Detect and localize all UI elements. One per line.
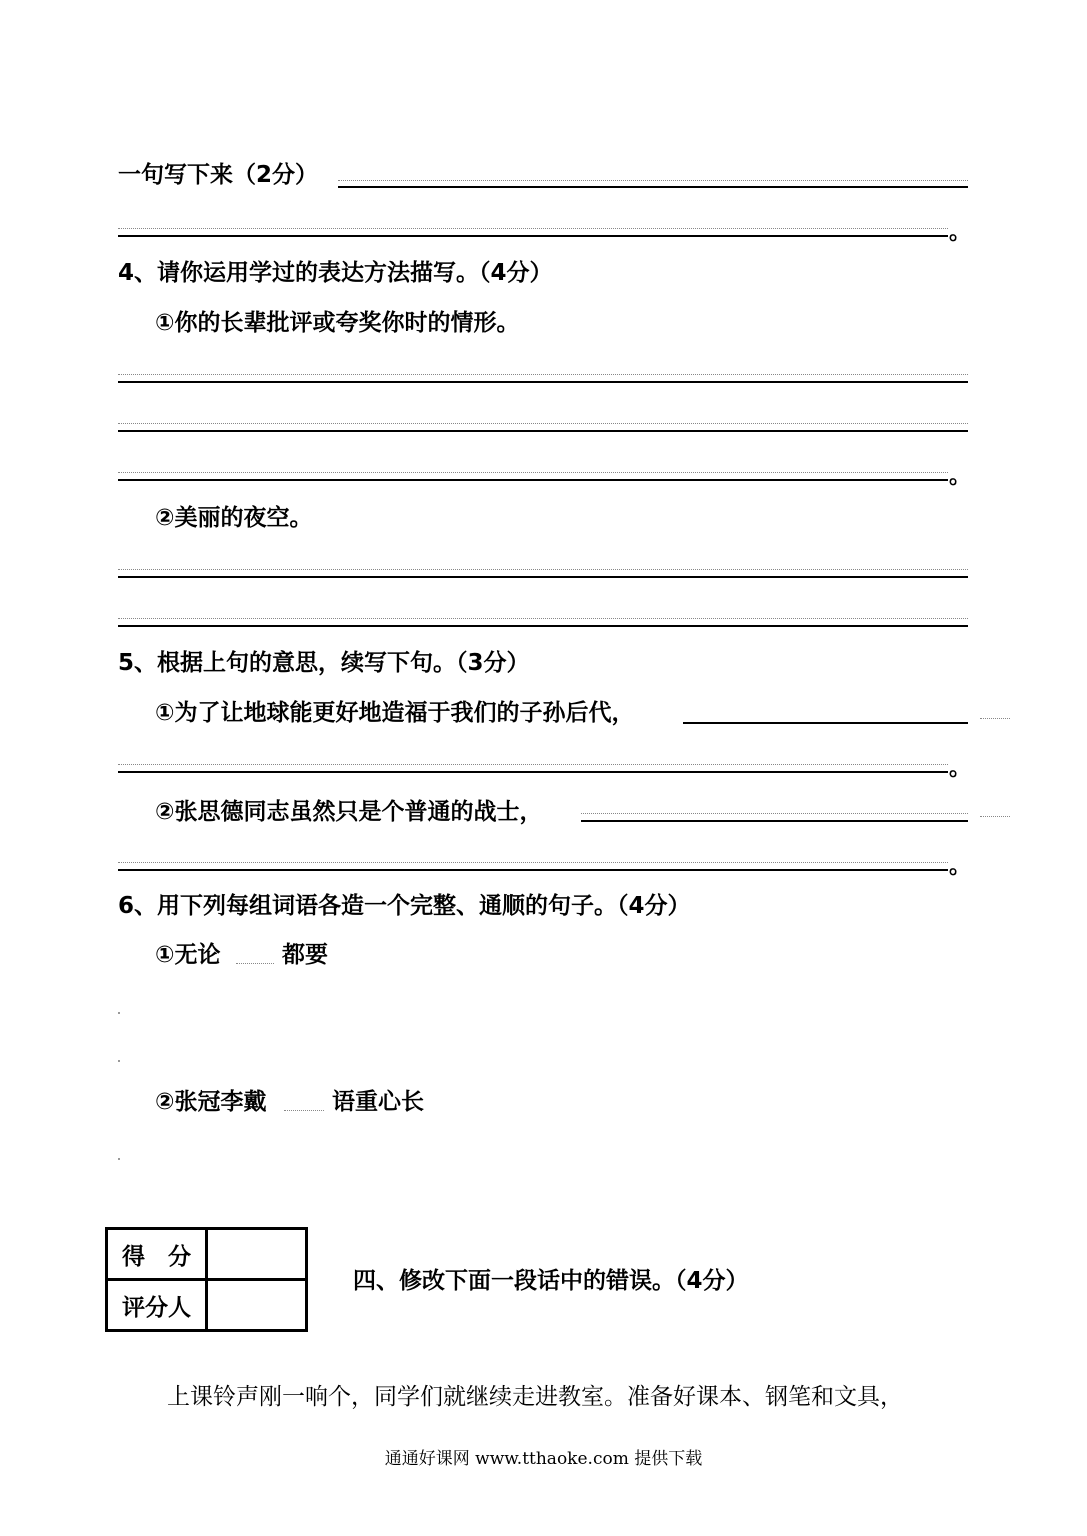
answer-line[interactable] [581, 820, 968, 822]
answer-line[interactable] [338, 186, 968, 188]
q6-item2-word2: 语重心长 [332, 1089, 424, 1115]
answer-line-dots [118, 569, 968, 570]
page-footer: 通通好课网 www.tthaoke.com 提供下载 [384, 1449, 703, 1469]
stray-dot [118, 1158, 120, 1160]
answer-line[interactable] [118, 381, 968, 383]
q4-heading: 4、请你运用学过的表达方法描写。（4分） [118, 260, 553, 286]
answer-line-dots [118, 618, 968, 619]
end-mark: 。 [949, 854, 972, 879]
q6-item1-word2: 都要 [282, 942, 328, 968]
answer-line[interactable] [118, 430, 968, 432]
q6-heading: 6、用下列每组词语各造一个完整、通顺的句子。（4分） [118, 893, 691, 919]
answer-line-dots [118, 374, 968, 375]
section4-passage: 上课铃声刚一响个，同学们就继续走进教室。准备好课本、钢笔和文具， [167, 1384, 903, 1410]
answer-line[interactable] [118, 479, 948, 481]
answer-line-dots [980, 816, 1010, 817]
q4-item2: ②美丽的夜空。 [155, 505, 313, 531]
answer-line-dots [581, 813, 968, 814]
answer-line[interactable] [118, 235, 948, 237]
answer-line-dots [980, 718, 1010, 719]
answer-line[interactable] [118, 869, 948, 871]
answer-line[interactable] [118, 625, 968, 627]
q3-tail-text: 一句写下来（2分） [118, 162, 319, 188]
answer-line-dots [338, 180, 968, 181]
answer-line-dots [118, 862, 948, 863]
end-mark: 。 [949, 756, 972, 781]
grader-label: 评分人 [107, 1280, 207, 1331]
q5-item2: ②张思德同志虽然只是个普通的战士， [155, 799, 543, 825]
stray-dot [118, 1060, 120, 1062]
answer-line-dots [118, 472, 948, 473]
score-cell[interactable] [207, 1229, 307, 1280]
blank-dots [284, 1110, 324, 1111]
answer-line-dots [118, 423, 968, 424]
section4-heading: 四、修改下面一段话中的错误。（4分） [353, 1268, 749, 1294]
answer-line[interactable] [118, 771, 948, 773]
score-box [105, 1227, 308, 1332]
grader-cell[interactable] [207, 1280, 307, 1331]
q5-item1: ①为了让地球能更好地造福于我们的子孙后代， [155, 700, 635, 726]
stray-dot [118, 1012, 120, 1014]
q6-item2-word1: ②张冠李戴 [155, 1089, 267, 1115]
score-label: 得 分 [107, 1229, 207, 1280]
q6-item1-word1: ①无论 [155, 942, 221, 968]
answer-line-dots [118, 764, 948, 765]
blank-dots [236, 963, 274, 964]
q4-item1: ①你的长辈批评或夸奖你时的情形。 [155, 310, 520, 336]
answer-line[interactable] [683, 722, 968, 724]
q5-heading: 5、根据上句的意思，续写下句。（3分） [118, 650, 530, 676]
end-mark: 。 [949, 220, 972, 245]
end-mark: 。 [949, 464, 972, 489]
answer-line[interactable] [118, 576, 968, 578]
answer-line-dots [118, 228, 948, 229]
